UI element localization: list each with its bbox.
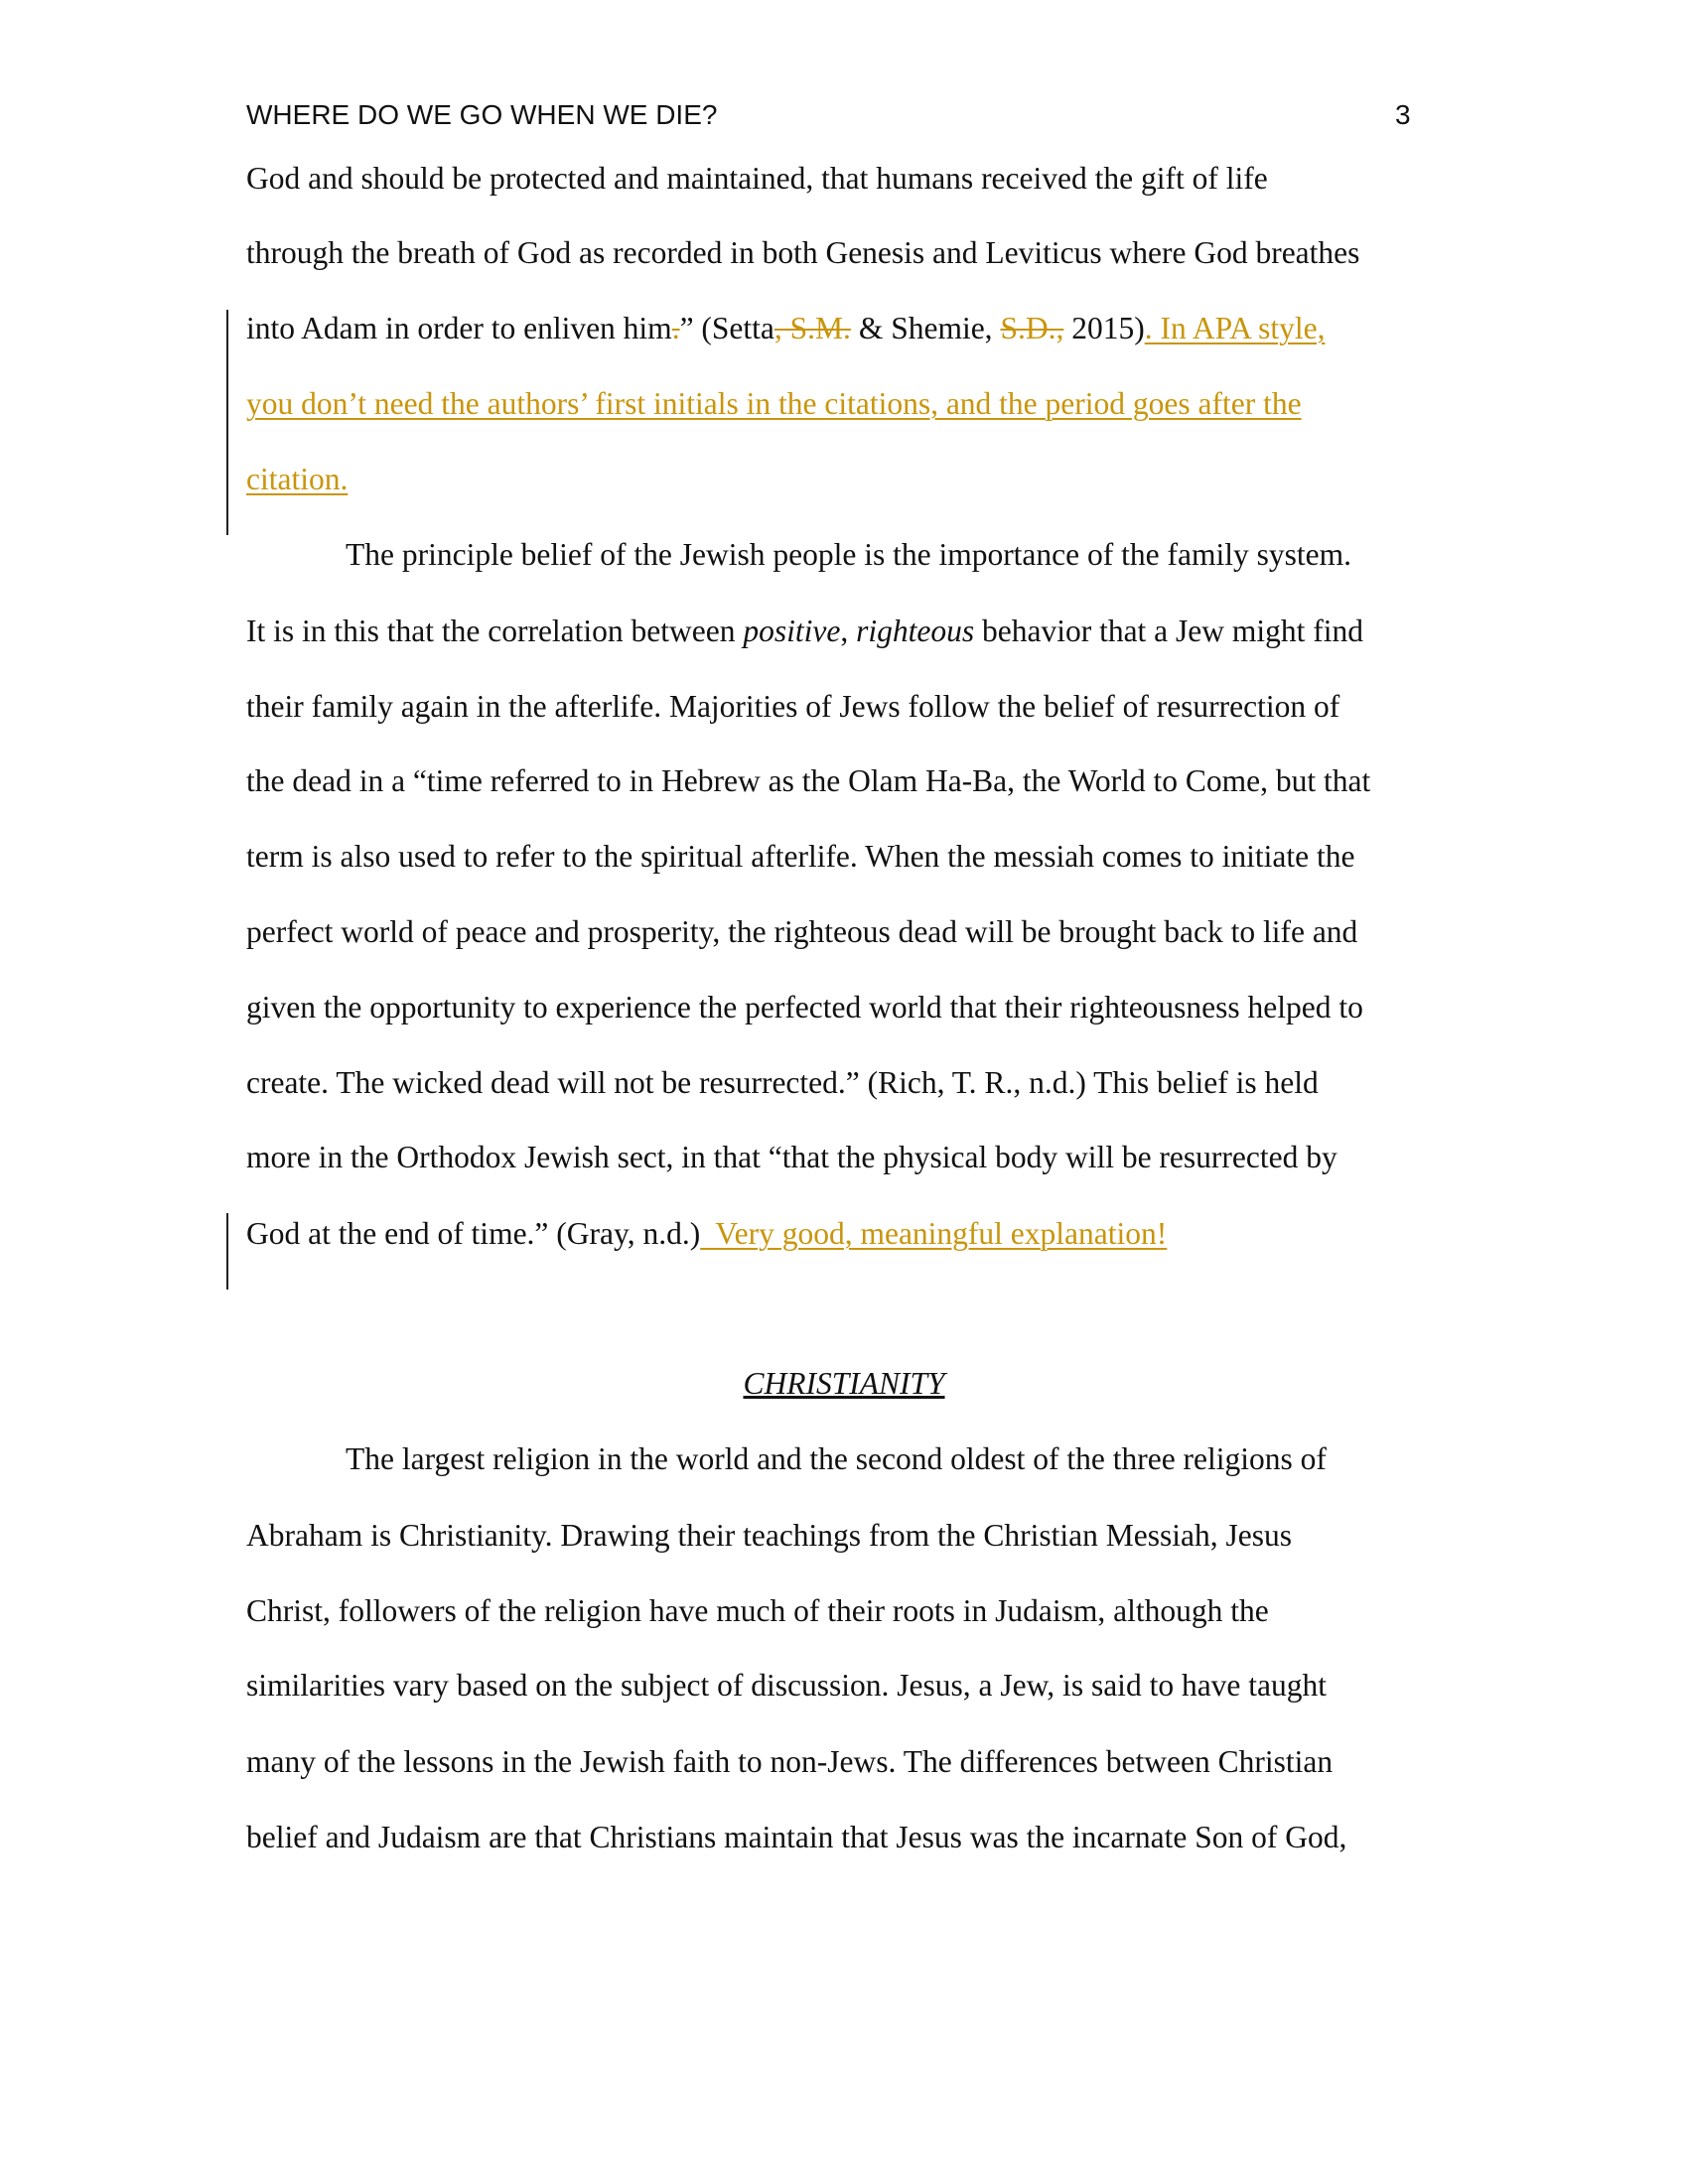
text-line bbox=[246, 594, 1363, 669]
change-bar bbox=[226, 1213, 228, 1290]
section-heading bbox=[0, 1346, 1688, 1422]
text-run: create. The wicked dead will not be resurrected.” (Rich, T. R., n.d.) This belief is held bbox=[246, 1065, 1319, 1100]
text-line bbox=[246, 970, 1363, 1045]
text-line bbox=[246, 894, 1357, 970]
text-run: ” (Setta bbox=[679, 311, 774, 345]
text-run: their family again in the afterlife. Majorities of Jews follow the belief of resurrection of bbox=[246, 689, 1340, 724]
text-line bbox=[346, 517, 1351, 593]
text-run: The principle belief of the Jewish people is the importance of the family system. bbox=[346, 537, 1351, 572]
text-line bbox=[246, 141, 1268, 216]
change-bar bbox=[226, 310, 228, 535]
page-number: 3 bbox=[1395, 99, 1411, 130]
text-line bbox=[246, 442, 348, 517]
text-run: Christ, followers of the religion have much of their roots in Judaism, although the bbox=[246, 1593, 1269, 1628]
text-line bbox=[246, 1498, 1292, 1573]
text-run: more in the Orthodox Jewish sect, in that “that the physical body will be resurrected by bbox=[246, 1140, 1337, 1174]
text-line bbox=[246, 1120, 1337, 1195]
text-line bbox=[246, 819, 1354, 894]
text-run: It is in this that the correlation between bbox=[246, 614, 744, 648]
text-line bbox=[246, 1800, 1346, 1875]
text-run: Abraham is Christianity. Drawing their teachings from the Christian Messiah, Jesus bbox=[246, 1518, 1293, 1553]
text-run: 2015) bbox=[1063, 311, 1145, 345]
heading-text: CHRISTIANITY bbox=[743, 1366, 945, 1401]
italic-text: righteous bbox=[856, 614, 975, 648]
text-run: , bbox=[840, 614, 857, 648]
text-line bbox=[246, 1196, 1167, 1272]
tracked-deletion[interactable]: . bbox=[671, 311, 680, 345]
text-run: given the opportunity to experience the perfected world that their righteousness helped to bbox=[246, 990, 1363, 1024]
text-run: similarities vary based on the subject of discussion. Jesus, a Jew, is said to have taught bbox=[246, 1668, 1328, 1703]
tracked-insertion[interactable]: . In APA style, bbox=[1144, 311, 1326, 345]
text-line bbox=[246, 744, 1370, 819]
text-run: & Shemie, bbox=[850, 311, 1001, 345]
text-run: the dead in a “time referred to in Hebrew as the Olam Ha-Ba, the World to Come, but that bbox=[246, 763, 1371, 798]
text-run: many of the lessons in the Jewish faith to non-Jews. The differences between Christian bbox=[246, 1744, 1334, 1779]
text-run: term is also used to refer to the spiritual afterlife. When the messiah comes to initiate the bbox=[246, 839, 1355, 874]
text-line bbox=[246, 1045, 1319, 1121]
running-head: WHERE DO WE GO WHEN WE DIE? bbox=[246, 99, 718, 130]
text-line bbox=[246, 669, 1339, 745]
text-line bbox=[246, 1648, 1327, 1723]
tracked-insertion[interactable]: Very good, meaningful explanation! bbox=[700, 1216, 1168, 1251]
text-run: belief and Judaism are that Christians maintain that Jesus was the incarnate Son of God, bbox=[246, 1820, 1347, 1854]
text-line bbox=[346, 1422, 1327, 1497]
text-line bbox=[246, 1573, 1269, 1649]
text-run: God and should be protected and maintained, that humans received the gift of life bbox=[246, 161, 1268, 196]
text-run: through the breath of God as recorded in both Genesis and Leviticus where God breathes bbox=[246, 235, 1360, 270]
tracked-deletion[interactable]: S.D., bbox=[1000, 311, 1064, 345]
text-run: The largest religion in the world and the second oldest of the three religions of bbox=[346, 1441, 1327, 1476]
text-run: God at the end of time.” (Gray, n.d.) bbox=[246, 1216, 701, 1251]
text-line bbox=[246, 1724, 1333, 1800]
text-line bbox=[246, 291, 1325, 366]
text-run: perfect world of peace and prosperity, the righteous dead will be brought back to life and bbox=[246, 914, 1358, 949]
tracked-insertion[interactable]: citation. bbox=[246, 462, 349, 496]
text-run: behavior that a Jew might find bbox=[974, 614, 1364, 648]
text-line bbox=[246, 215, 1359, 291]
tracked-deletion[interactable]: , S.M. bbox=[774, 311, 851, 345]
italic-text: positive bbox=[743, 614, 841, 648]
text-line bbox=[246, 366, 1302, 442]
text-run: into Adam in order to enliven him bbox=[246, 311, 672, 345]
tracked-insertion[interactable]: you don’t need the authors’ first initials in the citations, and the period goes after the bbox=[246, 386, 1302, 421]
